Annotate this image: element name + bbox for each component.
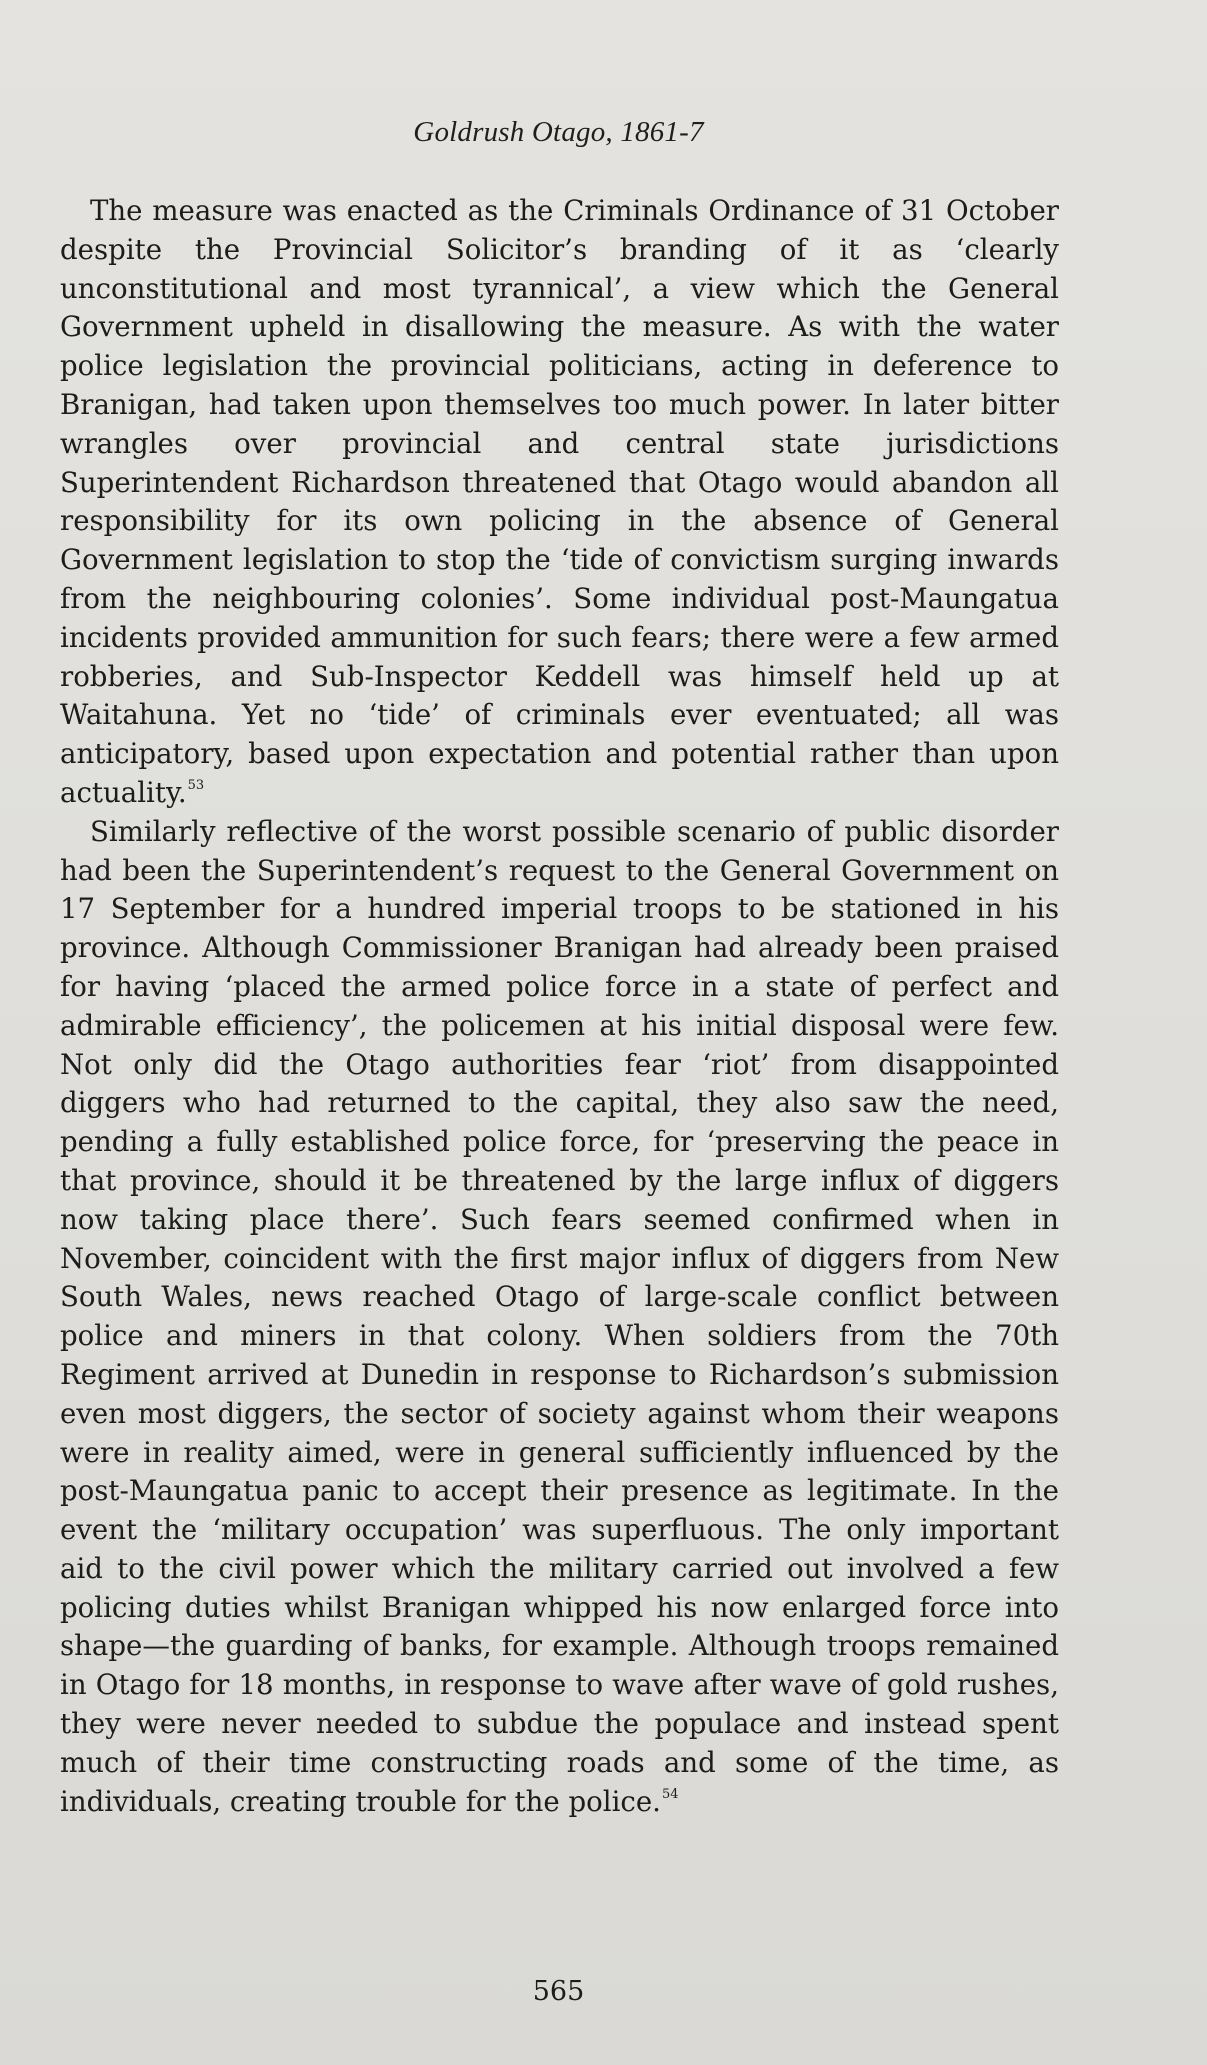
page-number: 565 — [532, 1976, 585, 2007]
footnote-marker: 54 — [661, 1786, 679, 1802]
paragraph — [60, 192, 1059, 813]
running-head: Goldrush Otago, 1861-7 — [413, 116, 704, 148]
paragraph-text: Similarly reflective of the worst possible scenario of public disorder had been the Superintendent’s request to the General Government on 17 September for a hundred imperial troops to be stationed in his province. Although Commissioner Branigan had already been praised for having ‘placed the armed police force in a state of perfect and admirable efficiency’, the policemen at his initial disposal were few. Not only did the Otago authorities fear ‘riot’ from disappointed diggers who had returned to the capital, they also saw the need, pending a fully established police force, for ‘preserving the peace in that province, should it be threatened by the large influx of diggers now taking place there’. Such fears seemed confirmed when in November, coincident with the first major influx of diggers from New South Wales, news reached Otago of large-scale conflict between police and miners in that colony. When soldiers from the 70th Regiment arrived at Dunedin in response to Richardson’s submission even most diggers, the sector of society against whom their weapons were in reality aimed, were in general sufficiently influenced by the post-Maungatua panic to accept their presence as legitimate. In the event the ‘military occupation’ was superfluous. The only important aid to the civil power which the military carried out involved a few policing duties whilst Branigan whipped his now enlarged force into shape—the guarding of banks, for example. Although troops remained in Otago for 18 months, in response to wave after wave of gold rushes, they were never needed to subdue the populace and instead spent much of their time constructing roads and some of the time, as individuals, creating trouble for the police. — [60, 814, 1059, 1818]
footnote-marker: 53 — [187, 777, 205, 793]
paragraph — [60, 813, 1059, 1822]
body-text — [60, 192, 1059, 1821]
paragraph-text: The measure was enacted as the Criminals Ordinance of 31 October despite the Provincial Solicitor’s branding of it as ‘clearly unconstitutional and most tyrannical’, a view which the General Government upheld in disallowing the measure. As with the water police legislation the provincial politicians, acting in deference to Branigan, had taken upon themselves too much power. In later bitter wrangles over provincial and central state jurisdictions Superintendent Richardson threatened that Otago would abandon all responsibility for its own policing in the absence of General Government legislation to stop the ‘tide of convictism surging inwards from the neighbouring colonies’. Some individual post-Maungatua incidents provided ammunition for such fears; there were a few armed robberies, and Sub-Inspector Keddell was himself held up at Waitahuna. Yet no ‘tide’ of criminals ever eventuated; all was anticipatory, based upon expectation and potential rather than upon actuality. — [60, 194, 1059, 809]
